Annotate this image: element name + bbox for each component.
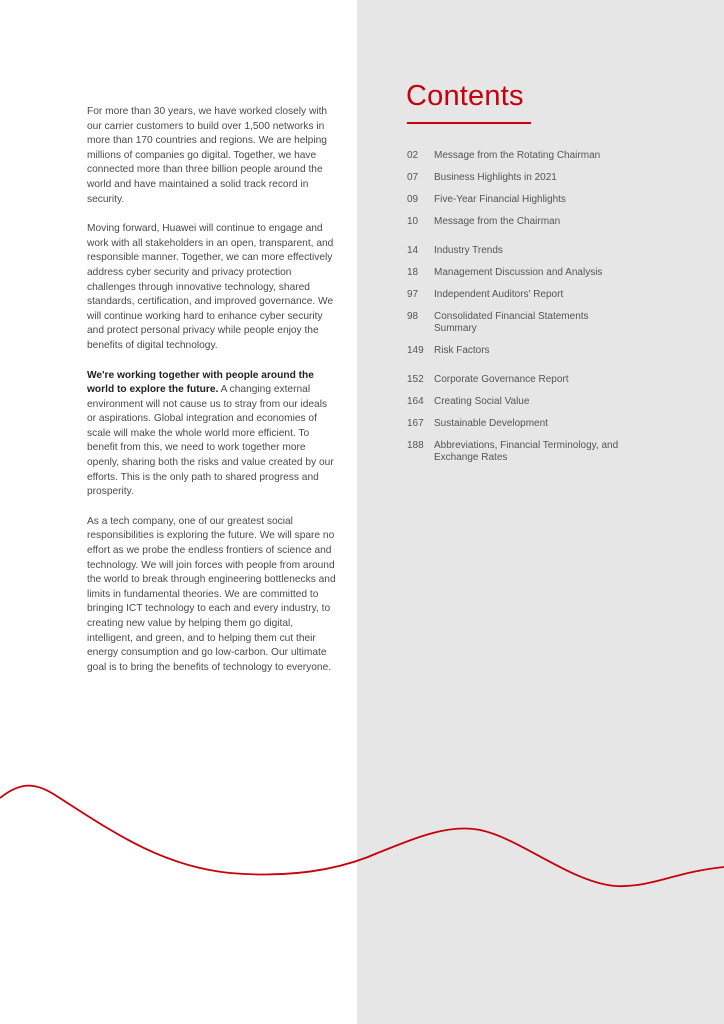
toc-item[interactable] bbox=[407, 267, 707, 279]
toc-page-number: 02 bbox=[407, 150, 419, 161]
toc-item[interactable] bbox=[407, 440, 707, 464]
toc-label: Message from the Chairman bbox=[434, 216, 561, 227]
toc-label: Independent Auditors' Report bbox=[434, 289, 564, 300]
toc-label: Risk Factors bbox=[434, 345, 490, 356]
toc-page-number: 152 bbox=[407, 374, 424, 385]
toc-item[interactable] bbox=[407, 150, 707, 162]
toc-page-number: 09 bbox=[407, 194, 419, 205]
toc-page-number: 149 bbox=[407, 345, 424, 356]
toc-item[interactable] bbox=[407, 245, 707, 257]
toc-label: Business Highlights in 2021 bbox=[434, 172, 557, 183]
toc-label: Sustainable Development bbox=[434, 418, 548, 429]
highlight-paragraph bbox=[87, 369, 337, 500]
contents-title-underline bbox=[407, 122, 531, 124]
toc-item[interactable] bbox=[407, 345, 707, 357]
intro-paragraph: For more than 30 years, we have worked closely with our carrier customers to build over 1,500 networks in more than 170 countries and regions. We are helping millions of companies go digital. Together, we have connected more than three billion people around the world and have maintained a solid track record in security. bbox=[87, 106, 328, 205]
toc-item[interactable] bbox=[407, 289, 707, 301]
toc-page-number: 188 bbox=[407, 440, 424, 451]
toc-item[interactable] bbox=[407, 216, 707, 228]
toc-group bbox=[407, 374, 707, 464]
toc-item[interactable] bbox=[407, 194, 707, 206]
toc-page-number: 07 bbox=[407, 172, 419, 183]
toc-label: Industry Trends bbox=[434, 245, 503, 256]
intro-paragraph: Moving forward, Huawei will continue to engage and work with all stakeholders in an open, transparent, and responsible manner. Together, we can more effectively address cyber security and privacy protection challenges through innovative technology, shared standards, certification, and improved governance. We will continue working hard to enhance cyber security and protect personal privacy while people enjoy the benefits of digital technology. bbox=[87, 223, 334, 351]
toc-item[interactable] bbox=[407, 418, 707, 430]
toc-label: Corporate Governance Report bbox=[434, 374, 569, 385]
toc-label: Message from the Rotating Chairman bbox=[434, 150, 601, 161]
toc-page-number: 14 bbox=[407, 245, 419, 256]
toc-label: Consolidated Financial Statements Summary bbox=[434, 311, 589, 334]
toc-label: Management Discussion and Analysis bbox=[434, 267, 603, 278]
toc-page-number: 164 bbox=[407, 396, 424, 407]
table-of-contents bbox=[407, 150, 707, 481]
toc-page-number: 98 bbox=[407, 311, 419, 322]
decorative-wave bbox=[0, 770, 724, 900]
toc-item[interactable] bbox=[407, 311, 707, 335]
toc-item[interactable] bbox=[407, 172, 707, 184]
toc-page-number: 97 bbox=[407, 289, 419, 300]
highlight-bold-text: We're working together with people around the world to explore the future. bbox=[87, 369, 314, 396]
highlight-rest-text: A changing external environment will not cause us to stray from our ideals or aspirations. Global integration and economies of scale will make the whole world more efficient. To benefit from this, we need to work together more openly, sharing both the risks and value created by our efforts. This is the only path to shared progress and prosperity. bbox=[87, 384, 334, 498]
toc-page-number: 10 bbox=[407, 216, 419, 227]
toc-group bbox=[407, 245, 707, 357]
toc-label: Abbreviations, Financial Terminology, and Exchange Rates bbox=[434, 440, 619, 463]
toc-label: Creating Social Value bbox=[434, 396, 530, 407]
closing-paragraph: As a tech company, one of our greatest social responsibilities is exploring the future. We will spare no effort as we probe the endless frontiers of science and technology. We will join forces with people from around the world to break through engineering bottlenecks and limits in fundamental theories. We are committed to bringing ICT technology to each and every industry, to creating new value by helping them go digital, intelligent, and green, and to helping them cut their energy consumption and go low-carbon. Our ultimate goal is to bring the benefits of technology to everyone. bbox=[87, 515, 336, 673]
intro-text-column bbox=[87, 105, 337, 690]
toc-page-number: 167 bbox=[407, 418, 424, 429]
toc-item[interactable] bbox=[407, 396, 707, 408]
contents-title: Contents bbox=[406, 80, 524, 112]
toc-item[interactable] bbox=[407, 374, 707, 386]
toc-group bbox=[407, 150, 707, 228]
toc-label: Five-Year Financial Highlights bbox=[434, 194, 566, 205]
toc-page-number: 18 bbox=[407, 267, 419, 278]
